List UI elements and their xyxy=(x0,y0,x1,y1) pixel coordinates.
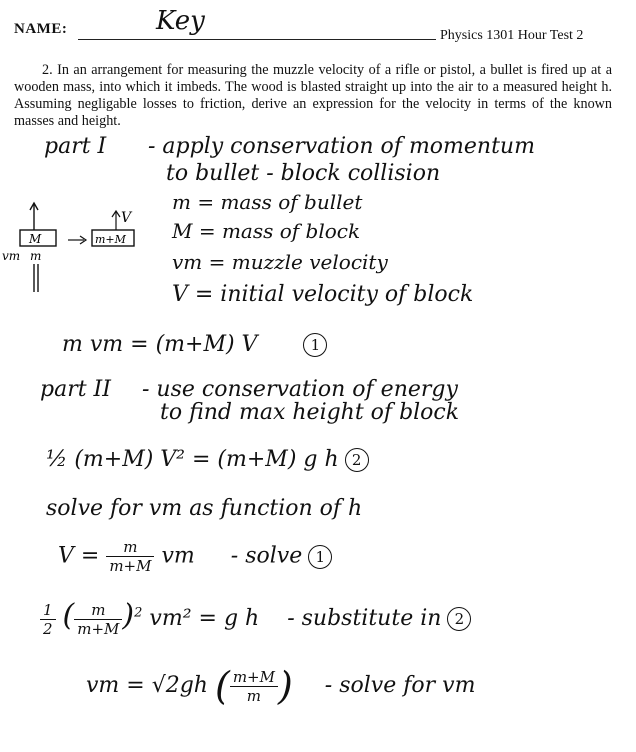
def-block-velocity: V = initial velocity of block xyxy=(172,282,474,307)
equation-1-tag: 1 xyxy=(303,333,327,357)
step-4-rhs: vm² = g h xyxy=(149,606,260,631)
step-3 xyxy=(58,538,332,575)
equation-2-tag: 2 xyxy=(345,448,369,472)
step-3-tag: 1 xyxy=(308,545,332,569)
step-3-rhs: vm xyxy=(161,543,195,569)
step-3-frac-num: m xyxy=(106,538,154,557)
step-4-note: - substitute in xyxy=(287,606,442,631)
part1-desc-line2: to bullet - block collision xyxy=(166,161,441,186)
step-5: vm = √2gh ( $\frac{m+M}{m}$ ) - solve for vm xyxy=(86,664,476,708)
step-4: $\frac{1}{2}$ ( $\frac{m}{m+M}$ )$^2$ vm² = g h - substitute in 2 xyxy=(40,598,471,638)
def-bullet-mass: m = mass of bullet xyxy=(172,190,363,214)
problem-statement: 2. In an arrangement for measuring the muzzle velocity of a rifle or pistol, a bullet is fired up at a wooden mass, into which it imbeds. The wood is blasted straight up into the air to a measured height h. Assuming negligable losses to friction, derive an expression for the velocity in terms of the known masses and height. xyxy=(14,62,612,129)
step-5-frac-den: m xyxy=(246,686,261,705)
step-5-lhs: vm = √2gh xyxy=(86,673,208,698)
def-muzzle-velocity: vm = muzzle velocity xyxy=(172,250,388,274)
bullet-mass-label: m xyxy=(30,249,42,263)
step-5-note: - solve for vm xyxy=(324,673,476,698)
equation-1-text: m vm = (m+M) V xyxy=(62,332,258,357)
part2-desc-line1: - use conservation of energy xyxy=(142,377,458,402)
name-label: NAME: xyxy=(14,21,68,37)
part2-desc-line2: to find max height of block xyxy=(160,400,460,425)
def-block-mass: M = mass of block xyxy=(172,219,361,243)
part1-title: part I xyxy=(44,134,107,159)
merged-block-label: m+M xyxy=(95,233,126,246)
equation-2-text: ½ (m+M) V² = (m+M) g h xyxy=(46,447,339,472)
step-3-note: - solve xyxy=(230,543,303,569)
velocity-label: V xyxy=(121,210,132,226)
step-4-half xyxy=(40,601,56,638)
name-value: Key xyxy=(156,6,205,36)
part2-title: part II xyxy=(40,377,111,402)
step-3-frac-den: m+M xyxy=(109,557,152,575)
solve-instruction: solve for vm as function of h xyxy=(46,496,363,521)
part1-desc-line1: - apply conservation of momentum xyxy=(148,134,535,159)
step-3-fraction xyxy=(106,538,154,575)
collision-sketch xyxy=(0,200,150,310)
equation-1 xyxy=(62,332,327,357)
step-4-frac-num: m xyxy=(74,601,122,620)
course-title: Physics 1301 Hour Test 2 xyxy=(440,28,584,43)
step-4-half-num: 1 xyxy=(40,601,56,620)
bullet-velocity-label: vm xyxy=(2,249,21,263)
step-5-frac-num: m+M xyxy=(230,668,278,687)
step-3-lhs: V = xyxy=(58,543,100,569)
step-4-frac-den: m+M xyxy=(77,619,120,638)
step-4-half-den: 2 xyxy=(43,619,53,638)
step-5-fraction xyxy=(230,668,278,705)
step-4-fraction xyxy=(74,601,122,638)
block-label: M xyxy=(29,232,42,246)
step-4-tag: 2 xyxy=(447,607,471,631)
equation-2 xyxy=(46,447,369,472)
name-underline xyxy=(78,39,436,40)
